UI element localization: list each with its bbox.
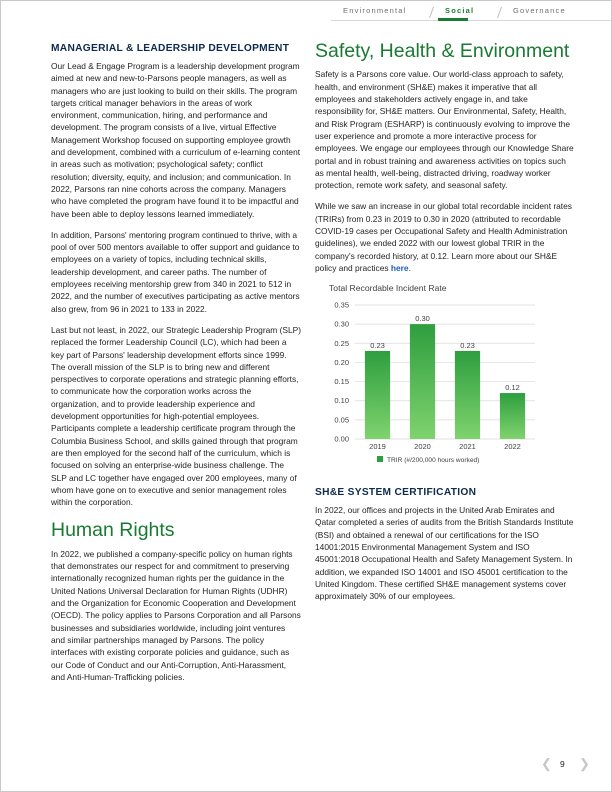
- bar-value-label: 0.23: [370, 341, 385, 351]
- tab-social[interactable]: Social: [445, 6, 475, 15]
- managerial-paragraph-2: In addition, Parsons' mentoring program continued to thrive, with a pool of over 500 mentors available to offer support and guidance to employees on a variety of topics, including technical skills, leadership development, and career paths. The number of employees receiving mentorship grew from 340 in 2021 to 512 in 2022, and the number of executives participating as active mentors also grew, from 96 in 2021 to 133 in 2022.: [51, 229, 300, 314]
- y-tick-label: 0.25: [334, 338, 349, 348]
- chart-title: Total Recordable Incident Rate: [329, 283, 447, 294]
- cert-heading: SH&E SYSTEM CERTIFICATION: [315, 487, 477, 499]
- legend-swatch: [377, 456, 383, 462]
- page-pager: [541, 757, 591, 773]
- nav-underline: [331, 20, 612, 21]
- x-tick-label: 2019: [369, 442, 386, 452]
- bar-value-label: 0.12: [505, 383, 520, 393]
- managerial-heading: MANAGERIAL & LEADERSHIP DEVELOPMENT: [51, 43, 290, 54]
- bar-2019: [365, 351, 390, 439]
- left-column: [51, 43, 301, 692]
- trir-chart-svg: [315, 297, 575, 481]
- bar-2021: [455, 351, 480, 439]
- y-tick-label: 0.35: [334, 300, 349, 310]
- managerial-paragraph-3: Last but not least, in 2022, our Strategic Leadership Program (SLP) replaced the former Leadership Council (LC), which had been a key part of Parsons' leadership development efforts since 1999. The overall mission of the SLP is to bring new and different perspectives to corporate operations and strategic planning efforts, to communicate how the corporation works across the organization, and to provide leadership experience and development opportunities for high-potential employees. Participants complete a leadership certificate program through the Columbia Business School, and skills gained through that program are then employed for the second half of the curriculum, which is focused on solving an enterprise-wide business challenge. The SLP and LC together have engaged over 200 employees, many of whom have gone on to executive and senior management roles within the corporation.: [51, 324, 301, 508]
- tab-divider: [497, 7, 502, 18]
- human-rights-paragraph: In 2022, we published a company-specific policy on human rights that demonstrates our respect for and commitment to preserving internationally recognized human rights per the guidance in the United Nations Universal Declaration for Human Rights (UDHR) and the Organization for Economic Cooperation and Development (OECD). The policy applies to Parsons Corporation and all Parsons businesses and subsidiaries worldwide, including joint ventures and similar partnerships managed by Parsons. The policy interfaces with existing corporate policies and guidance, such as our Code of Conduct and our Anti-Corruption, Anti-Harassment, and Anti-Human-Trafficking policies.: [51, 548, 301, 682]
- y-tick-label: 0.20: [334, 358, 349, 368]
- y-tick-label: 0.05: [334, 415, 349, 425]
- tab-environmental[interactable]: Environmental: [343, 6, 407, 15]
- x-tick-label: 2021: [459, 442, 476, 452]
- active-tab-indicator: [438, 18, 468, 21]
- trir-chart: [315, 283, 575, 481]
- cert-paragraph: In 2022, our offices and projects in the United Arab Emirates and Qatar completed a series of audits from the British Standards Institute (BSI) and obtained a renewal of our certifications for the ISO 14001:2015 Environmental Management System and ISO 45001:2018 Occupational Health and Safety Management System. In addition, we expanded ISO 14001 and ISO 45001 certification to the United Kingdom. These certified SH&E management systems cover approximately 30% of our employees.: [315, 505, 574, 602]
- legend-label: TRIR (#/200,000 hours worked): [387, 457, 480, 465]
- section-nav: [331, 6, 612, 20]
- bar-value-label: 0.30: [415, 314, 430, 324]
- tab-governance[interactable]: Governance: [513, 6, 566, 15]
- she-paragraph-2: [315, 200, 575, 274]
- x-tick-label: 2022: [504, 442, 521, 452]
- bar-2020: [410, 324, 435, 439]
- page-number: 9: [560, 759, 565, 769]
- managerial-paragraph-1: Our Lead & Engage Program is a leadership development program aimed at new and new-to-Parsons people managers, as well as managers who are just looking to build on their skills. The program targets critical manager behaviors in the areas of work environment, communication, hiring, and performance and development. The program consists of a live, virtual Effective Management Workshop focused on supporting employee growth and development, combined with a curriculum of e-learning content in areas such as motivation; psychological safety; conflict resolution; diversity, equity, and inclusion; and communication. In 2022, Parsons ran nine cohorts across the company. Managers who have completed the program have found it to be impactful and have been able to deploy lessons learned immediately.: [51, 61, 301, 219]
- chevron-left-icon[interactable]: ❮: [541, 756, 552, 771]
- human-rights-heading: Human Rights: [51, 519, 175, 542]
- y-tick-label: 0.10: [334, 396, 349, 406]
- bar-2022: [500, 393, 525, 439]
- x-tick-label: 2020: [414, 442, 431, 452]
- she-heading: Safety, Health & Environment: [315, 40, 570, 62]
- she-paragraph-1: Safety is a Parsons core value. Our world-class approach to safety, health, and environment (SH&E) makes it imperative that all employees and stakeholders actively engage in, and take responsibility for, SH&E matters. Our Environmental, Safety, Health, and Risk Program (ESHARP) is continuously evolving to improve the user experience and promote a more interactive process for employees. We engage our employees through our Knowledge Share portal and in robust training and awareness activities on topics such as mental health, well-being, distracted driving, roadway worker protection, remote work safety, and seasonal safety.: [315, 69, 574, 191]
- y-tick-label: 0.00: [334, 434, 349, 444]
- y-tick-label: 0.30: [334, 319, 349, 329]
- y-tick-label: 0.15: [334, 377, 349, 387]
- tab-divider: [429, 7, 434, 18]
- she-paragraph-2-end: .: [408, 262, 411, 273]
- chevron-right-icon[interactable]: ❯: [579, 756, 590, 771]
- bar-value-label: 0.23: [460, 341, 475, 351]
- she-policy-link[interactable]: here: [390, 262, 409, 273]
- right-column: [315, 41, 575, 612]
- she-paragraph-2-text: While we saw an increase in our global total recordable incident rates (TRIRs) from 0.23 in 2019 to 0.30 in 2020 (attributed to recordable COVID-19 cases per Occupational Safety and Health Administration guidelines), we ended 2022 with our lowest global TRIR in the company's recorded history, at 0.12. Learn more about our SH&E policy and practices: [315, 201, 572, 273]
